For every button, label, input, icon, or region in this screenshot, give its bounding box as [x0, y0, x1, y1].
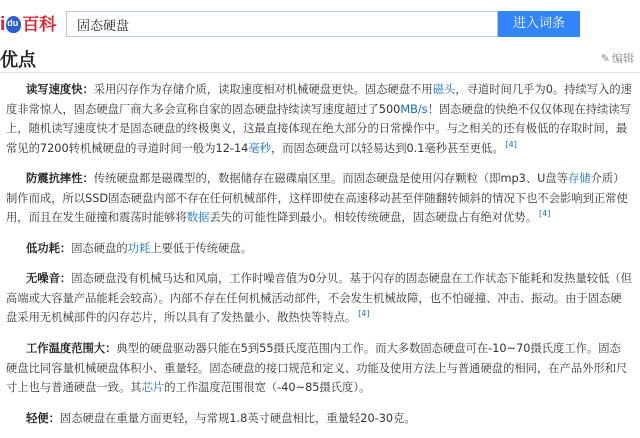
- keyword-link[interactable]: 芯片: [141, 381, 165, 394]
- section-divider: [0, 50, 640, 73]
- reference-link[interactable]: [4]: [358, 309, 370, 318]
- paragraph-low-power: [6, 239, 632, 259]
- paragraph-no-noise: [6, 269, 632, 328]
- section-title: 优点: [0, 50, 36, 71]
- paragraph-lead: 防震抗摔性：: [26, 172, 94, 185]
- keyword-link[interactable]: 功耗: [127, 242, 151, 255]
- paw-icon: [6, 16, 21, 33]
- edit-label: 编辑: [612, 52, 634, 65]
- baike-logo[interactable]: [0, 13, 56, 37]
- paragraph-text: 固态硬盘没有机械马达和风扇，工作时噪音值为0分贝。基于闪存的固态硬盘在工作状态下能耗和发热量较低（但高端或大容量产品能耗会较高）。内部不存在任何机械活动部件，不会发生机械故障，也不怕碰撞、冲击、振动。由于固态硬盘采用无机械部件的闪存芯片，所以具有了发热量小、散热快等特点。: [6, 272, 632, 324]
- paragraph-text: ！固态硬盘的快绝不仅仅体现在持续读写上，随机读写速度快才是固态硬盘的终极奥义，这最直接体现在绝大部分的日常操作中。与之相关的还有极低的存取时间，最常见的7200转机械硬盘的寻道时间一般为12-14: [6, 102, 631, 155]
- reference-link[interactable]: [4]: [539, 209, 551, 218]
- paragraph-temperature-range: [6, 339, 632, 398]
- keyword-link[interactable]: 磁头: [432, 83, 456, 96]
- paragraph-lightweight: [6, 409, 632, 429]
- paragraph-text: ，寻道时间几乎为0。持续写入的速度非常惊人，固态硬盘厂商大多会宣称自家的固态硬盘持续读写速度超过了500: [6, 83, 632, 116]
- paragraph-text: 传统硬盘都是磁碟型的，数据储存在磁碟扇区里。而固态硬盘是使用闪存颗粒（即mp3、U盘等: [93, 172, 569, 185]
- keyword-link[interactable]: 数据: [186, 211, 210, 224]
- paragraph-lead: 读写速度快：: [26, 83, 94, 96]
- paragraph-lead: 工作温度范围大：: [26, 342, 117, 355]
- paragraph-text: ，而固态硬盘可以轻易达到0.1毫秒甚至更低。: [270, 141, 504, 155]
- paragraph-text: 介质）制作而成，所以SSD固态硬盘内部不存在任何机械部件，这样即使在高速移动甚至伴随翻转倾斜的情况下也不会影响到正常使用，而且在发生碰撞和震荡时能够将: [6, 172, 628, 224]
- keyword-link[interactable]: 毫秒: [248, 141, 271, 155]
- paragraph-lead: 轻便：: [26, 412, 60, 425]
- paragraph-text: 采用闪存作为存储介质，读取速度相对机械硬盘更快。固态硬盘不用: [93, 83, 433, 96]
- logo-text-left: i: [0, 14, 6, 35]
- paragraph-text: 的工作温度范围很宽（-40~85摄氏度）。: [164, 381, 371, 394]
- reference-link[interactable]: [4]: [505, 139, 517, 149]
- pencil-icon: ✎: [600, 52, 610, 65]
- paragraph-read-write-speed: [6, 80, 632, 158]
- top-bar: [0, 0, 640, 50]
- edit-link[interactable]: [601, 52, 634, 66]
- paragraph-text: 典型的硬盘驱动器只能在5到55摄氏度范围内工作。而大多数固态硬盘可在-10~70摄氏度工作。固态硬盘比同容量机械硬盘体积小、重量轻。固态硬盘的接口规范和定义、功能及使用方法上与普通硬盘的相同，在产品外形和尺寸上也与普通硬盘一致。其: [6, 342, 628, 394]
- paragraph-lead: 低功耗：: [26, 242, 72, 255]
- paragraph-text: 丢失的可能性降到最小。相较传统硬盘，固态硬盘占有绝对优势。: [209, 211, 537, 224]
- paragraph-lead: 无噪音：: [26, 272, 72, 285]
- paragraph-text: 固态硬盘在重量方面更轻，与常规1.8英寸硬盘相比，重量轻20-30克。: [59, 412, 416, 425]
- paragraph-text: 固态硬盘的: [71, 242, 128, 255]
- paragraph-text: 上要低于传统硬盘。: [150, 242, 252, 255]
- paragraph-shock-resistance: [6, 169, 632, 228]
- logo-text-baike: 百科: [22, 15, 57, 34]
- keyword-link[interactable]: 存储: [568, 172, 591, 185]
- keyword-link[interactable]: MB/s: [400, 102, 428, 116]
- search-input[interactable]: [66, 11, 498, 37]
- enter-entry-button[interactable]: 进入词条: [498, 11, 580, 37]
